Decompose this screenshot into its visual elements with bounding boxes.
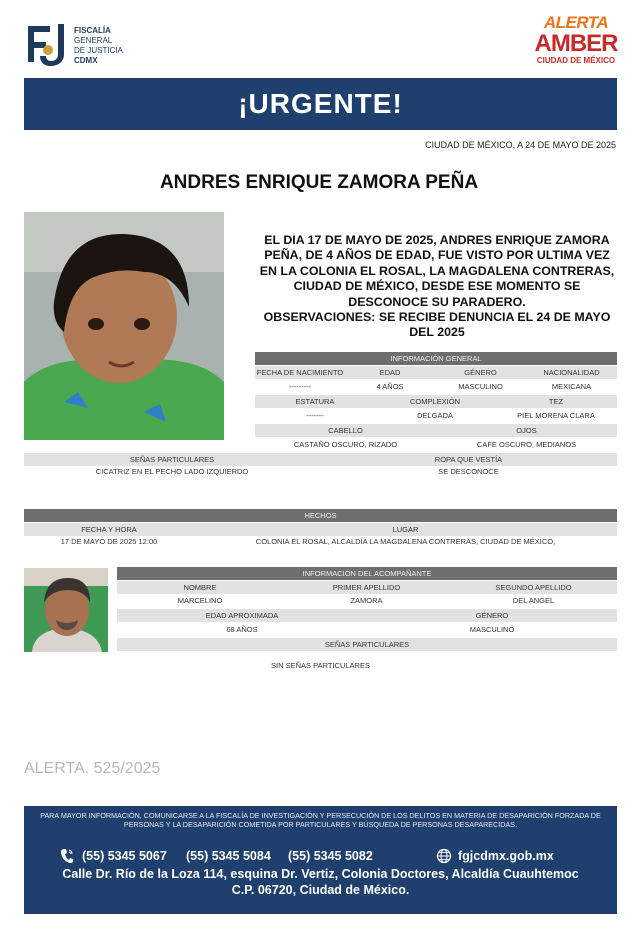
general-info-row1-values: [255, 381, 617, 393]
value-age: 4 AÑOS: [376, 382, 404, 391]
companion-photo: [24, 568, 108, 652]
label-place: LUGAR: [392, 525, 419, 534]
fgj-logo-line4: CDMX: [74, 56, 98, 65]
value-hair: CASTAÑO OSCURO, RIZADO: [293, 440, 398, 449]
amber-logo-line1: ALERTA: [543, 13, 609, 32]
address-line-2: C.P. 06720, Ciudad de México.: [231, 883, 410, 897]
phone-number-3[interactable]: (55) 5345 5082: [288, 849, 373, 863]
phone-number-2[interactable]: (55) 5345 5084: [186, 849, 271, 863]
footer-info-text: PARA MAYOR INFORMACIÓN, COMUNICARSE A LA FISCALÍA DE INVESTIGACIÓN Y PERSECUCIÓN DE LOS DELITOS EN MATERIA DE DESAPARICIÓN FORZADA DE PERSONAS Y LA DESAPARICIÓN COMETIDA POR PARTICULARES Y BÚSQUEDA DE PERSONAS DESAPARECIDAS.: [40, 811, 601, 829]
label-eyes: OJOS: [516, 426, 537, 435]
alert-number: ALERTA. 525/2025: [24, 760, 161, 777]
value-distinguishing-marks: CICATRIZ EN EL PECHO LADO IZQUIERDO: [95, 467, 249, 476]
footer-contact-panel: [24, 806, 617, 914]
label-companion-second-surname: SEGUNDO APELLIDO: [495, 583, 572, 592]
fgj-logo: [24, 20, 154, 70]
general-info-row4-values: [24, 466, 617, 478]
general-info-row2-values: [255, 410, 617, 422]
hechos-values: [24, 536, 617, 548]
label-clothing: ROPA QUE VESTÍA: [434, 455, 503, 464]
value-build: DELGADA: [417, 411, 453, 420]
globe-icon: [436, 848, 452, 864]
value-height: -------: [306, 411, 324, 420]
observations-text: OBSERVACIONES: SE RECIBE DENUNCIA EL 24 DE MAYO DEL 2025: [263, 310, 611, 340]
value-place: COLONIA EL ROSAL, ALCALDÍA LA MAGDALENA CONTRERAS, CIUDAD DE MÉXICO,: [255, 537, 556, 546]
value-date-time: 17 DE MAYO DE 2025 12:00: [60, 537, 158, 546]
value-companion-age: 68 AÑOS: [226, 625, 258, 634]
hechos-header: HECHOS: [24, 509, 617, 522]
address-line-1: Calle Dr. Río de la Loza 114, esquina Dr. Vertiz, Colonia Doctores, Alcaldía Cuauhtemoc: [62, 867, 579, 881]
alerta-amber-logo: [533, 14, 619, 76]
companion-row3-values: [24, 660, 617, 672]
companion-row1-values: [117, 595, 617, 607]
value-nationality: MEXICANA: [551, 382, 592, 391]
fgj-logo-mark-icon: [24, 20, 68, 68]
fgj-logo-line1: FISCALÍA: [74, 26, 111, 35]
phone-icon: [60, 848, 74, 864]
companion-row3-labels: [117, 638, 617, 651]
label-companion-name: NOMBRE: [183, 583, 217, 592]
value-companion-name: MARCELINO: [177, 596, 223, 605]
fgj-logo-line3: DE JUSTICIA: [74, 46, 123, 55]
label-height: ESTATURA: [295, 397, 335, 406]
value-companion-gender: MASCULINO: [469, 625, 515, 634]
label-companion-age: EDAD APROXIMADA: [205, 611, 279, 620]
label-companion-marks: SEÑAS PARTICULARES: [324, 640, 410, 649]
fgj-logo-text: [74, 26, 123, 66]
companion-portrait-icon: [24, 568, 108, 652]
footer-contact-row: [24, 848, 617, 866]
companion-row2-values: [117, 624, 617, 636]
label-birth-date: FECHA DE NACIMIENTO: [256, 368, 344, 377]
companion-row2-labels: [117, 609, 617, 622]
label-distinguishing-marks: SEÑAS PARTICULARES: [129, 455, 215, 464]
amber-logo-line2: AMBER: [534, 30, 618, 57]
hechos-labels: [24, 523, 617, 536]
label-companion-first-surname: PRIMER APELLIDO: [332, 583, 401, 592]
value-clothing: SE DESCONOCE: [438, 467, 499, 476]
footer-address: [24, 866, 617, 898]
value-companion-first-surname: ZAMORA: [350, 596, 383, 605]
label-gender: GÉNERO: [464, 368, 497, 377]
case-description: [256, 233, 618, 341]
general-info-row3-labels: [255, 424, 617, 437]
value-gender: MASCULINO: [458, 382, 503, 391]
phone-number-1[interactable]: (55) 5345 5067: [82, 849, 167, 863]
companion-header: INFORMACIÓN DEL ACOMPAÑANTE: [117, 567, 617, 580]
child-portrait-icon: [24, 212, 224, 440]
dateline: CIUDAD DE MÉXICO, A 24 DE MAYO DE 2025: [425, 140, 616, 150]
label-hair: CABELLO: [328, 426, 363, 435]
website-link[interactable]: fgjcdmx.gob.mx: [458, 849, 554, 863]
value-complexion: PIEL MORENA CLARA: [517, 411, 595, 420]
missing-person-photo: [24, 212, 224, 440]
general-info-row1-labels: [255, 366, 617, 379]
value-companion-marks: SIN SEÑAS PARTICULARES: [271, 661, 370, 670]
general-info-row4-labels: [24, 453, 617, 466]
missing-person-name: ANDRES ENRIQUE ZAMORA PEÑA: [159, 172, 479, 193]
label-date-time: FECHA Y HORA: [81, 525, 137, 534]
general-info-row3-values: [255, 439, 617, 451]
urgent-banner: ¡URGENTE!: [24, 78, 617, 130]
value-companion-second-surname: DEL ANGEL: [512, 596, 555, 605]
amber-logo-line3: CIUDAD DE MÉXICO: [536, 56, 616, 65]
general-info-row2-labels: [255, 395, 617, 408]
label-age: EDAD: [379, 368, 401, 377]
label-companion-gender: GÉNERO: [475, 611, 509, 620]
companion-row1-labels: [117, 581, 617, 594]
description-text: EL DIA 17 DE MAYO DE 2025, ANDRES ENRIQUE ZAMORA PEÑA, DE 4 AÑOS DE EDAD, FUE VISTO POR ULTIMA VEZ EN LA COLONIA EL ROSAL, LA MAGDALENA CONTRERAS, CIUDAD DE MÉXICO, DESDE ESE MOMENTO SE DESCONOCE SU PARADERO.: [259, 233, 615, 309]
general-info-header: INFORMACIÓN GENERAL: [255, 352, 617, 365]
label-nationality: NACIONALIDAD: [543, 368, 600, 377]
label-complexion: TEZ: [548, 397, 564, 406]
fgj-logo-line2: GENERAL: [74, 36, 113, 45]
value-eyes: CAFE OSCURO, MEDIANOS: [476, 440, 577, 449]
value-birth-date: ---------: [288, 382, 312, 391]
label-build: COMPLEXIÓN: [409, 397, 460, 406]
